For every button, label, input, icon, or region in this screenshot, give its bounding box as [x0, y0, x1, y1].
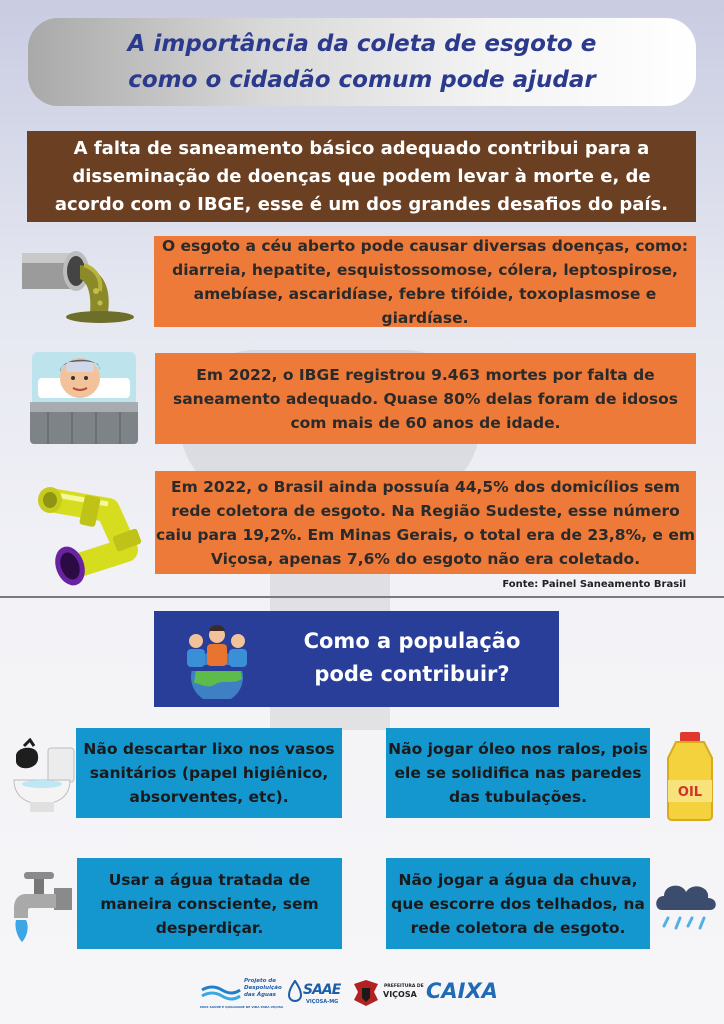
fact-line: diarreia, hepatite, esquistossomose, cólera, leptospirose,: [172, 260, 678, 279]
tip-line: Não jogar óleo nos ralos, pois: [388, 740, 648, 758]
project-logo-text: Projeto de Despoluição das Águas: [244, 978, 282, 998]
source-note: Fonte: Painel Saneamento Brasil: [502, 579, 686, 590]
saae-logo-sub: VIÇOSA-MG: [306, 999, 339, 1005]
tip-line: desperdiçar.: [155, 918, 264, 937]
tip-line: Não descartar lixo nos vasos: [83, 740, 335, 758]
fact-line: Em 2022, o Brasil ainda possuía 44,5% dos domicílios sem: [171, 477, 680, 496]
tip-line: Usar a água tratada de: [108, 870, 311, 889]
oil-bottle-icon: [662, 730, 718, 822]
tip-line: Não jogar a água da chuva,: [398, 870, 638, 889]
fact-line: Viçosa, apenas 7,6% do esgoto não era coletado.: [210, 549, 641, 568]
tip-line: sanitários (papel higiênico,: [89, 764, 329, 782]
title-banner: [28, 18, 696, 106]
prefeitura-logo-text: VIÇOSA: [383, 990, 417, 999]
fact-line: com mais de 60 anos de idade.: [290, 413, 561, 432]
contribute-header: [154, 611, 559, 707]
faucet-icon: [10, 868, 76, 944]
intro-line: acordo com o IBGE, esse é um dos grandes desafios do país.: [54, 193, 669, 215]
page-title-line-2: como o cidadão comum pode ajudar: [128, 67, 596, 93]
fact-box-deaths: [155, 353, 696, 444]
sewage-pipe-icon: [20, 243, 140, 325]
fact-box-coverage: [155, 471, 696, 574]
sick-person-icon: [28, 348, 140, 446]
tip-box-water: [77, 858, 342, 949]
prefeitura-top-text: PREFEITURA DE: [384, 984, 424, 989]
section-divider: [0, 596, 724, 598]
fact-line: caiu para 19,2%. Em Minas Gerais, o total era de 23,8%, e em: [156, 525, 695, 544]
tip-box-rain: [386, 858, 650, 949]
toilet-trash-icon: [8, 738, 78, 814]
rain-cloud-icon: [652, 876, 720, 936]
caixa-logo-text: CAIXA: [426, 979, 498, 1003]
saae-drop-icon: [288, 980, 302, 1002]
tip-box-oil: [386, 728, 650, 818]
intro-line: disseminação de doenças que podem levar à morte e, de: [72, 165, 651, 187]
fact-line: Em 2022, o IBGE registrou 9.463 mortes por falta de: [196, 365, 655, 384]
pipe-icon: [30, 480, 148, 590]
water-wave-logo-icon: [200, 982, 242, 1004]
intro-box: [27, 131, 696, 222]
tip-line: que escorre dos telhados, na: [391, 894, 645, 913]
fact-line: rede coletora de esgoto. Na Região Sudeste, esse número: [171, 501, 680, 520]
tip-line: absorventes, etc).: [129, 788, 289, 806]
tip-line: rede coletora de esgoto.: [410, 918, 626, 937]
fact-line: saneamento adequado. Quase 80% delas foram de idosos: [172, 389, 679, 408]
people-globe-icon: [176, 621, 258, 699]
tip-line: maneira consciente, sem: [100, 894, 319, 913]
section-title-line: pode contribuir?: [314, 662, 510, 686]
coat-of-arms-icon: [352, 978, 380, 1008]
sponsor-logos: [200, 976, 520, 1012]
page-title-line-1: A importância da coleta de esgoto e: [127, 31, 597, 57]
saae-logo-text: SAAE: [303, 982, 341, 998]
oil-label: OIL: [677, 785, 703, 800]
tip-line: das tubulações.: [449, 788, 587, 806]
project-logo-tagline: MAIS SAÚDE E QUALIDADE DE VIDA PARA VIÇOSA: [200, 1005, 284, 1009]
intro-line: A falta de saneamento básico adequado contribui para a: [73, 137, 650, 159]
fact-line: amebíase, ascaridíase, febre tifóide, toxoplasmose e giardíase.: [193, 284, 657, 327]
section-title-line: Como a população: [303, 629, 521, 653]
fact-line: O esgoto a céu aberto pode causar diversas doenças, como:: [161, 236, 689, 255]
fact-box-diseases: [154, 236, 696, 327]
tip-box-trash: [76, 728, 342, 818]
tip-line: ele se solidifica nas paredes: [394, 764, 642, 782]
